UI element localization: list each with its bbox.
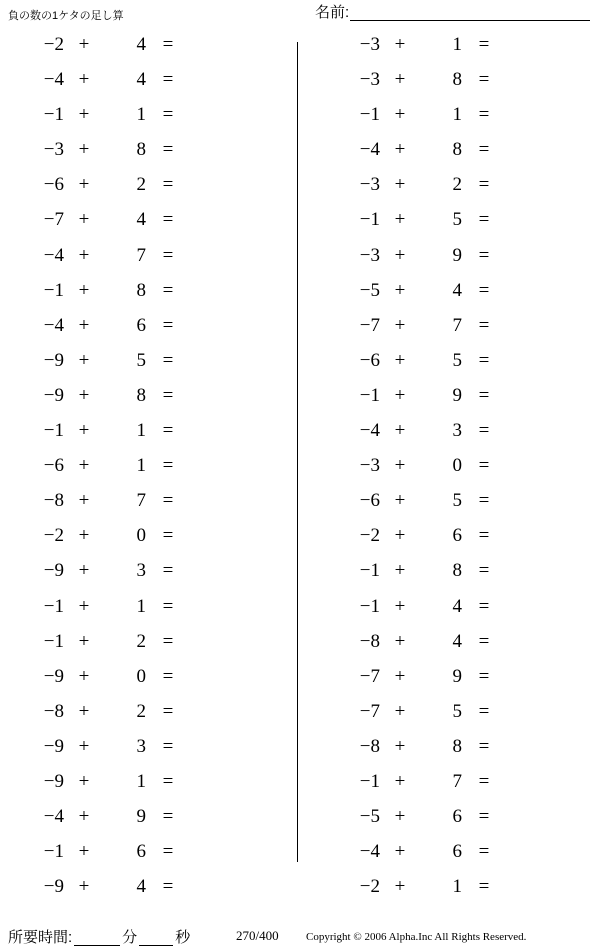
plus-operator: +: [78, 665, 90, 687]
operand-second: 1: [136, 420, 146, 442]
problem-row: [328, 350, 595, 385]
operand-first: −5: [359, 806, 380, 828]
problem-row: [12, 525, 297, 560]
equals-operator: =: [162, 104, 174, 126]
equals-operator: =: [162, 420, 174, 442]
elapsed-time-label: 所要時間:: [8, 929, 73, 946]
operand-second: 7: [452, 770, 462, 792]
equals-operator: =: [478, 700, 490, 722]
operand-first: −3: [359, 174, 380, 196]
plus-operator: +: [78, 630, 90, 652]
equals-operator: =: [162, 174, 174, 196]
operand-second: 2: [136, 174, 146, 196]
problem-column-left: [0, 34, 297, 914]
operand-first: −4: [43, 244, 64, 266]
equals-operator: =: [478, 244, 490, 266]
equals-operator: =: [162, 244, 174, 266]
problem-row: [12, 104, 297, 139]
plus-operator: +: [78, 174, 90, 196]
equals-operator: =: [478, 735, 490, 757]
operand-first: −9: [43, 876, 64, 898]
operand-second: 1: [452, 34, 462, 55]
problem-row: [328, 385, 595, 420]
equals-operator: =: [478, 209, 490, 231]
plus-operator: +: [78, 490, 90, 512]
problem-row: [328, 631, 595, 666]
operand-first: −4: [43, 69, 64, 91]
plus-operator: +: [394, 630, 406, 652]
plus-operator: +: [78, 104, 90, 126]
operand-first: −8: [359, 735, 380, 757]
operand-second: 8: [452, 560, 462, 582]
name-field-group: [315, 4, 590, 21]
operand-first: −1: [359, 560, 380, 582]
problem-row: [12, 560, 297, 595]
problem-row: [12, 420, 297, 455]
operand-second: 6: [136, 314, 146, 336]
equals-operator: =: [162, 700, 174, 722]
problem-row: [12, 806, 297, 841]
equals-operator: =: [162, 806, 174, 828]
operand-second: 0: [452, 455, 462, 477]
equals-operator: =: [478, 174, 490, 196]
equals-operator: =: [162, 279, 174, 301]
operand-second: 1: [136, 770, 146, 792]
operand-first: −3: [43, 139, 64, 161]
equals-operator: =: [478, 139, 490, 161]
operand-first: −1: [359, 104, 380, 126]
operand-second: 5: [452, 490, 462, 512]
operand-first: −6: [359, 349, 380, 371]
problem-row: [12, 315, 297, 350]
operand-second: 7: [452, 314, 462, 336]
operand-first: −9: [43, 770, 64, 792]
equals-operator: =: [478, 104, 490, 126]
problem-row: [12, 139, 297, 174]
operand-first: −3: [359, 34, 380, 55]
problem-row: [328, 455, 595, 490]
problem-row: [328, 771, 595, 806]
plus-operator: +: [78, 770, 90, 792]
plus-operator: +: [78, 69, 90, 91]
equals-operator: =: [478, 560, 490, 582]
plus-operator: +: [78, 455, 90, 477]
equals-operator: =: [162, 595, 174, 617]
plus-operator: +: [394, 525, 406, 547]
operand-first: −4: [43, 314, 64, 336]
operand-first: −3: [359, 455, 380, 477]
operand-second: 1: [452, 876, 462, 898]
problem-row: [12, 455, 297, 490]
equals-operator: =: [478, 34, 490, 55]
plus-operator: +: [394, 560, 406, 582]
plus-operator: +: [78, 279, 90, 301]
equals-operator: =: [162, 314, 174, 336]
plus-operator: +: [394, 349, 406, 371]
plus-operator: +: [78, 244, 90, 266]
operand-second: 5: [452, 349, 462, 371]
operand-first: −4: [359, 139, 380, 161]
operand-second: 4: [136, 209, 146, 231]
problem-row: [328, 876, 595, 911]
operand-second: 9: [452, 244, 462, 266]
operand-first: −7: [43, 209, 64, 231]
operand-first: −4: [359, 420, 380, 442]
problem-row: [328, 315, 595, 350]
operand-second: 6: [452, 525, 462, 547]
plus-operator: +: [394, 139, 406, 161]
minutes-input-line[interactable]: [74, 930, 120, 946]
equals-operator: =: [478, 841, 490, 863]
equals-operator: =: [162, 770, 174, 792]
name-label: 名前:: [315, 4, 350, 21]
operand-second: 5: [136, 349, 146, 371]
problem-row: [328, 525, 595, 560]
plus-operator: +: [394, 455, 406, 477]
equals-operator: =: [162, 560, 174, 582]
operand-second: 1: [136, 104, 146, 126]
plus-operator: +: [394, 665, 406, 687]
problem-row: [328, 420, 595, 455]
operand-first: −1: [43, 420, 64, 442]
plus-operator: +: [394, 700, 406, 722]
plus-operator: +: [394, 841, 406, 863]
operand-second: 9: [452, 665, 462, 687]
problem-row: [328, 104, 595, 139]
operand-first: −9: [43, 384, 64, 406]
operand-second: 6: [136, 841, 146, 863]
operand-first: −6: [43, 455, 64, 477]
operand-second: 4: [452, 279, 462, 301]
problem-row: [12, 209, 297, 244]
plus-operator: +: [394, 244, 406, 266]
plus-operator: +: [394, 384, 406, 406]
equals-operator: =: [478, 69, 490, 91]
operand-first: −9: [43, 560, 64, 582]
operand-second: 3: [136, 735, 146, 757]
operand-first: −6: [359, 490, 380, 512]
operand-first: −9: [43, 349, 64, 371]
plus-operator: +: [394, 104, 406, 126]
equals-operator: =: [478, 420, 490, 442]
operand-second: 4: [452, 595, 462, 617]
equals-operator: =: [162, 384, 174, 406]
operand-second: 4: [136, 69, 146, 91]
plus-operator: +: [394, 876, 406, 898]
operand-second: 6: [452, 806, 462, 828]
problem-row: [328, 245, 595, 280]
equals-operator: =: [478, 384, 490, 406]
operand-second: 5: [452, 700, 462, 722]
plus-operator: +: [78, 735, 90, 757]
plus-operator: +: [78, 560, 90, 582]
problem-row: [12, 771, 297, 806]
plus-operator: +: [394, 735, 406, 757]
plus-operator: +: [394, 770, 406, 792]
problem-row: [328, 841, 595, 876]
plus-operator: +: [394, 279, 406, 301]
problem-column-right: [298, 34, 595, 914]
operand-second: 6: [452, 841, 462, 863]
problem-row: [12, 841, 297, 876]
problem-row: [328, 596, 595, 631]
equals-operator: =: [478, 455, 490, 477]
operand-first: −7: [359, 314, 380, 336]
equals-operator: =: [478, 349, 490, 371]
operand-first: −4: [43, 806, 64, 828]
equals-operator: =: [478, 665, 490, 687]
equals-operator: =: [478, 806, 490, 828]
operand-second: 8: [136, 279, 146, 301]
operand-first: −1: [43, 630, 64, 652]
operand-second: 8: [136, 384, 146, 406]
worksheet-footer: [0, 922, 600, 946]
plus-operator: +: [78, 384, 90, 406]
problem-row: [328, 806, 595, 841]
equals-operator: =: [162, 34, 174, 55]
problem-row: [12, 69, 297, 104]
problem-row: [12, 245, 297, 280]
operand-first: −9: [43, 665, 64, 687]
operand-second: 7: [136, 244, 146, 266]
equals-operator: =: [162, 735, 174, 757]
operand-second: 1: [452, 104, 462, 126]
operand-first: −8: [43, 490, 64, 512]
plus-operator: +: [394, 420, 406, 442]
equals-operator: =: [478, 314, 490, 336]
operand-second: 8: [136, 139, 146, 161]
operand-second: 0: [136, 525, 146, 547]
operand-second: 2: [136, 630, 146, 652]
plus-operator: +: [78, 806, 90, 828]
equals-operator: =: [162, 209, 174, 231]
operand-first: −1: [43, 595, 64, 617]
problem-row: [328, 736, 595, 771]
operand-first: −8: [43, 700, 64, 722]
operand-first: −1: [359, 384, 380, 406]
plus-operator: +: [78, 700, 90, 722]
operand-first: −1: [359, 770, 380, 792]
operand-first: −1: [43, 841, 64, 863]
problem-row: [328, 280, 595, 315]
equals-operator: =: [478, 490, 490, 512]
operand-first: −7: [359, 665, 380, 687]
operand-first: −3: [359, 244, 380, 266]
plus-operator: +: [394, 209, 406, 231]
equals-operator: =: [162, 139, 174, 161]
plus-operator: +: [394, 595, 406, 617]
problem-row: [328, 490, 595, 525]
equals-operator: =: [478, 770, 490, 792]
equals-operator: =: [478, 525, 490, 547]
equals-operator: =: [478, 876, 490, 898]
plus-operator: +: [394, 174, 406, 196]
equals-operator: =: [478, 630, 490, 652]
operand-first: −3: [359, 69, 380, 91]
operand-first: −9: [43, 735, 64, 757]
operand-second: 8: [452, 735, 462, 757]
operand-second: 8: [452, 139, 462, 161]
operand-first: −8: [359, 630, 380, 652]
operand-second: 9: [136, 806, 146, 828]
operand-second: 2: [452, 174, 462, 196]
problem-row: [12, 701, 297, 736]
equals-operator: =: [478, 279, 490, 301]
problem-row: [12, 631, 297, 666]
operand-second: 7: [136, 490, 146, 512]
problem-row: [328, 174, 595, 209]
equals-operator: =: [162, 876, 174, 898]
operand-first: −7: [359, 700, 380, 722]
operand-first: −2: [43, 525, 64, 547]
plus-operator: +: [78, 349, 90, 371]
plus-operator: +: [394, 34, 406, 55]
plus-operator: +: [78, 841, 90, 863]
plus-operator: +: [78, 525, 90, 547]
equals-operator: =: [162, 841, 174, 863]
operand-first: −1: [43, 279, 64, 301]
equals-operator: =: [162, 630, 174, 652]
operand-second: 4: [452, 630, 462, 652]
operand-second: 9: [452, 384, 462, 406]
operand-first: −2: [359, 876, 380, 898]
problem-row: [328, 69, 595, 104]
plus-operator: +: [394, 69, 406, 91]
problem-row: [328, 34, 595, 69]
plus-operator: +: [78, 595, 90, 617]
problem-row: [328, 209, 595, 244]
problem-row: [12, 34, 297, 69]
problem-row: [12, 490, 297, 525]
page-number: 270/400: [236, 928, 279, 943]
plus-operator: +: [78, 34, 90, 55]
problem-row: [328, 139, 595, 174]
seconds-input-line[interactable]: [139, 930, 173, 946]
problem-row: [12, 666, 297, 701]
operand-second: 4: [136, 34, 146, 55]
problem-row: [328, 560, 595, 595]
equals-operator: =: [162, 455, 174, 477]
plus-operator: +: [78, 139, 90, 161]
problem-row: [328, 666, 595, 701]
problem-row: [12, 280, 297, 315]
elapsed-time-group: [8, 929, 190, 946]
problem-row: [12, 596, 297, 631]
problem-row: [12, 736, 297, 771]
operand-second: 0: [136, 665, 146, 687]
operand-first: −2: [359, 525, 380, 547]
operand-second: 4: [136, 876, 146, 898]
problem-columns: [0, 34, 600, 914]
plus-operator: +: [78, 209, 90, 231]
copyright-notice: Copyright © 2006 Alpha.Inc All Rights Reserved.: [306, 931, 527, 943]
operand-first: −1: [43, 104, 64, 126]
page-title: 負の数の1ケタの足し算: [8, 10, 124, 22]
operand-second: 2: [136, 700, 146, 722]
operand-second: 5: [452, 209, 462, 231]
operand-first: −6: [43, 174, 64, 196]
operand-second: 1: [136, 455, 146, 477]
plus-operator: +: [78, 876, 90, 898]
problem-row: [12, 385, 297, 420]
operand-first: −1: [359, 209, 380, 231]
operand-second: 1: [136, 595, 146, 617]
operand-first: −2: [43, 34, 64, 55]
plus-operator: +: [394, 490, 406, 512]
plus-operator: +: [78, 420, 90, 442]
name-input-line[interactable]: [350, 4, 590, 21]
equals-operator: =: [162, 525, 174, 547]
operand-second: 3: [452, 420, 462, 442]
equals-operator: =: [162, 665, 174, 687]
minutes-unit-label: 分: [122, 929, 138, 946]
problem-row: [12, 876, 297, 911]
equals-operator: =: [478, 595, 490, 617]
worksheet-header: [0, 0, 600, 30]
equals-operator: =: [162, 349, 174, 371]
operand-first: −4: [359, 841, 380, 863]
seconds-unit-label: 秒: [175, 929, 191, 946]
problem-row: [12, 350, 297, 385]
plus-operator: +: [394, 806, 406, 828]
plus-operator: +: [394, 314, 406, 336]
equals-operator: =: [162, 490, 174, 512]
plus-operator: +: [78, 314, 90, 336]
operand-first: −5: [359, 279, 380, 301]
operand-first: −1: [359, 595, 380, 617]
equals-operator: =: [162, 69, 174, 91]
operand-second: 8: [452, 69, 462, 91]
problem-row: [328, 701, 595, 736]
problem-row: [12, 174, 297, 209]
operand-second: 3: [136, 560, 146, 582]
